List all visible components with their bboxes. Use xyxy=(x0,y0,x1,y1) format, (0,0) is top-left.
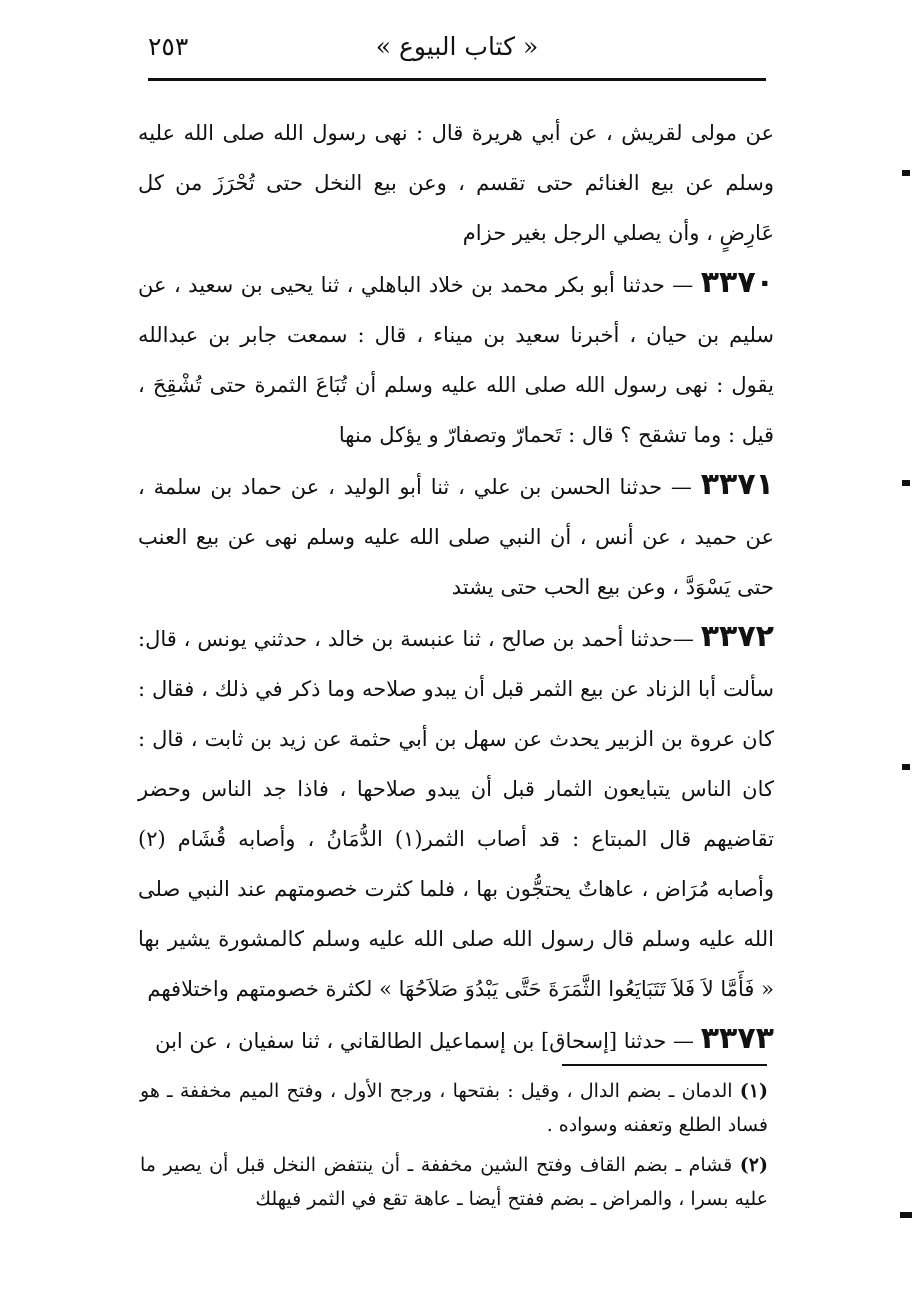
hadith-number: ٣٣٧٣ xyxy=(700,1021,774,1056)
hadith-number: ٣٣٧٢ xyxy=(700,619,774,654)
scan-margin-mark xyxy=(902,764,910,770)
running-title: « كتاب البيوع » xyxy=(375,32,539,61)
footnote-text: الدمان ـ بضم الدال ، وقيل : بفتحها ، ورجح الأول ، وفتح الميم مخففة ـ هو فساد الطلع وتعفنه وسواده . xyxy=(140,1080,768,1136)
hadith-paragraph xyxy=(138,258,774,460)
footnote xyxy=(140,1074,768,1142)
page-number: ٢٥٣ xyxy=(148,32,189,61)
paragraph-text: — حدثنا [إسحاق] بن إسماعيل الطالقاني ، ثنا سفيان ، عن ابن xyxy=(155,1029,695,1053)
main-text xyxy=(138,108,774,1066)
scan-margin-mark xyxy=(900,1212,912,1218)
footnote-number: (١) xyxy=(739,1080,768,1102)
footnote-text: قشام ـ بضم القاف وفتح الشين مخففة ـ أن ينتفض النخل قبل أن يصير ما عليه بسرا ، والمراض ـ بضم ففتح أيضا ـ عاهة تقع في الثمر فيهلك xyxy=(140,1154,768,1210)
paragraph-text: — حدثنا أبو بكر محمد بن خلاد الباهلي ، ثنا يحيى بن سعيد ، عن سليم بن حيان ، أخبرنا سعيد بن ميناء ، قال : سمعت جابر بن عبدالله يقول : نهى رسول الله صلى الله عليه وسلم أن تُبَاعَ الثمرة حتى تُشْقِحَ ، قيل : وما تشقح ؟ قال : تَحمارّ وتصفارّ و يؤكل منها xyxy=(138,273,774,447)
paragraph-text: — حدثنا الحسن بن علي ، ثنا أبو الوليد ، عن حماد بن سلمة ، عن حميد ، عن أنس ، أن النبي صلى الله عليه وسلم نهى عن بيع العنب حتى يَسْوَدَّ ، وعن بيع الحب حتى يشتد xyxy=(138,475,774,599)
header-rule xyxy=(148,78,766,81)
paragraph-text: —حدثنا أحمد بن صالح ، ثنا عنبسة بن خالد ، حدثني يونس ، قال: سألت أبا الزناد عن بيع الثمر قبل أن يبدو صلاحه وما ذكر في ذلك ، فقال : كان عروة بن الزبير يحدث عن سهل بن أبي حثمة عن زيد بن ثابت ، قال : كان الناس يتبايعون الثمار قبل أن يبدو صلاحها ، فاذا جد الناس وحضر تقاضيهم قال المبتاع : قد أصاب الثمر(١) الدُّمَانُ ، وأصابه قُشَام (٢) وأصابه مُرَاض ، عاهاتٌ يحتجُّون بها ، فلما كثرت خصومتهم عند النبي صلى الله عليه وسلم قال رسول الله صلى الله عليه وسلم كالمشورة يشير بها « فَأَمَّا لاَ فَلاَ تَتَبَايَعُوا الثَّمَرَةَ حَتَّى يَبْدُوَ صَلاَحُهَا » لكثرة خصومتهم واختلافهم xyxy=(138,627,774,1001)
hadith-paragraph xyxy=(138,1014,774,1066)
hadith-number: ٣٣٧٠ xyxy=(700,265,774,300)
footnote-rule xyxy=(562,1064,767,1066)
scan-margin-mark xyxy=(902,170,910,176)
hadith-number: ٣٣٧١ xyxy=(700,467,774,502)
footnote-number: (٢) xyxy=(739,1154,768,1176)
footnote xyxy=(140,1148,768,1216)
paragraph-text: عن مولى لقريش ، عن أبي هريرة قال : نهى رسول الله صلى الله عليه وسلم عن بيع الغنائم حتى تقسم ، وعن بيع النخل حتى تُحْرَزَ من كل عَارِضٍ ، وأن يصلي الرجل بغير حزام xyxy=(138,121,774,245)
scan-margin-mark xyxy=(902,480,910,486)
hadith-paragraph xyxy=(138,612,774,1014)
text-paragraph xyxy=(138,108,774,258)
hadith-paragraph xyxy=(138,460,774,612)
footnotes xyxy=(140,1074,768,1222)
page-header xyxy=(148,28,766,78)
